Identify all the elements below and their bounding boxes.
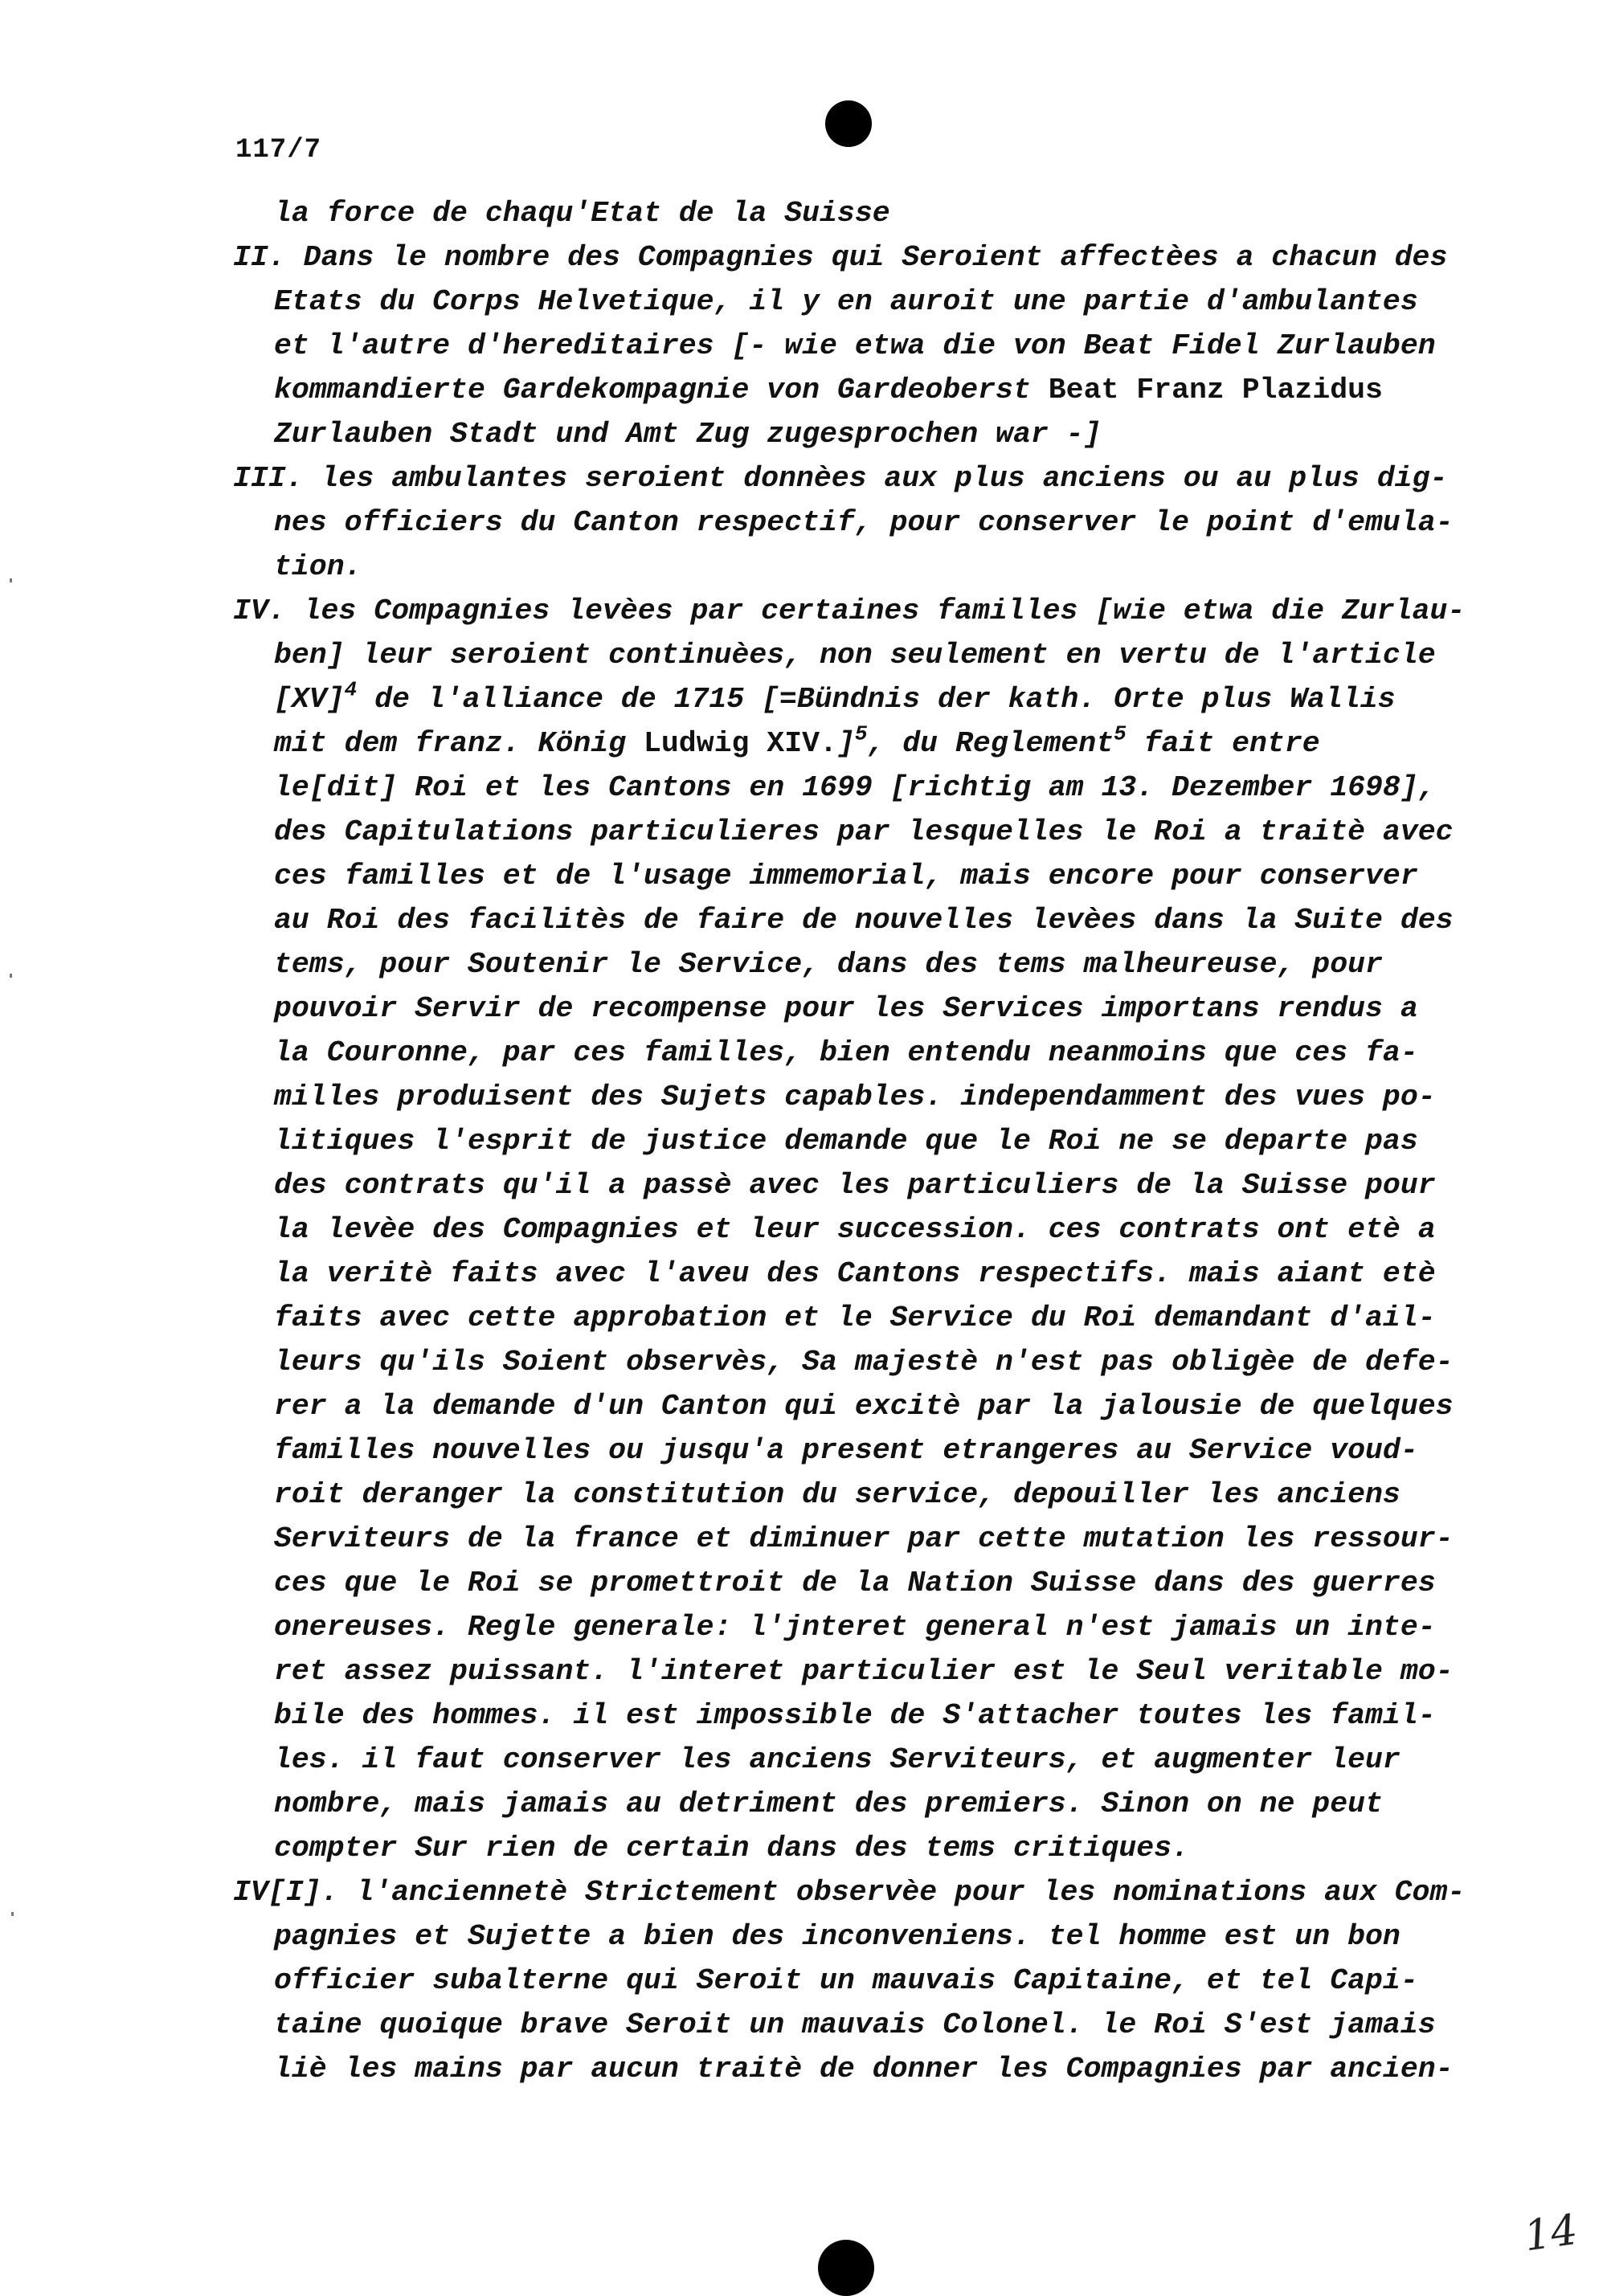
text-line: des Capitulations particulieres par lesquelles le Roi a traitè avec bbox=[274, 815, 1454, 848]
text-line: Zurlauben Stadt und Amt Zug zugesprochen war -] bbox=[274, 418, 1102, 451]
text-line: la levèe des Compagnies et leur succession. ces contrats ont etè a bbox=[274, 1213, 1436, 1246]
text-line: taine quoique brave Seroit un mauvais Colonel. le Roi S'est jamais bbox=[274, 2008, 1436, 2041]
text-line: leurs qu'ils Soient observès, Sa majestè n'est pas obligèe de defe- bbox=[274, 1346, 1454, 1379]
text-line: ret assez puissant. l'interet particulier est le Seul veritable mo- bbox=[274, 1655, 1454, 1688]
text-line: ces familles et de l'usage immemorial, mais encore pour conserver bbox=[274, 860, 1418, 893]
text-line: la Couronne, par ces familles, bien entendu neanmoins que ces fa- bbox=[274, 1036, 1418, 1069]
text-line: pouvoir Servir de recompense pour les Services importans rendus a bbox=[274, 992, 1418, 1025]
text-line: tion. bbox=[274, 550, 362, 583]
text-line: roit deranger la constitution du service, depouiller les anciens bbox=[274, 1478, 1401, 1511]
text-line: ces que le Roi se promettroit de la Nation Suisse dans des guerres bbox=[274, 1567, 1436, 1599]
text-line: IV. les Compagnies levèes par certaines familles [wie etwa die Zurlau- bbox=[233, 594, 1466, 627]
bold-name: Beat Franz Plazidus bbox=[1048, 374, 1383, 406]
bold-name: Ludwig XIV. bbox=[643, 727, 837, 760]
punch-hole-bottom bbox=[818, 2240, 874, 2296]
text-line: milles produisent des Sujets capables. independamment des vues po- bbox=[274, 1081, 1436, 1113]
punch-hole-top bbox=[825, 100, 872, 147]
text-line: nombre, mais jamais au detriment des premiers. Sinon on ne peut bbox=[274, 1787, 1383, 1820]
text-line: pagnies et Sujette a bien des inconveniens. tel homme est un bon bbox=[274, 1920, 1401, 1953]
text-line: mit dem franz. König Ludwig XIV.]$^5$, du Reglement$^5$ fait entre bbox=[274, 721, 1320, 760]
margin-speck bbox=[11, 1912, 14, 1916]
text-line: faits avec cette approbation et le Service du Roi demandant d'ail- bbox=[274, 1301, 1436, 1334]
margin-speck bbox=[10, 578, 12, 582]
text-line: nes officiers du Canton respectif, pour conserver le point d'emula- bbox=[274, 506, 1454, 539]
text-line: des contrats qu'il a passè avec les particuliers de la Suisse pour bbox=[274, 1169, 1436, 1202]
footnote-marker: 4 bbox=[344, 677, 358, 702]
text-line: et l'autre d'hereditaires [- wie etwa die von Beat Fidel Zurlauben bbox=[274, 329, 1436, 362]
text-line: tems, pour Soutenir le Service, dans des tems malheureuse, pour bbox=[274, 948, 1383, 981]
page-reference: 117/7 bbox=[235, 135, 322, 165]
text-line: familles nouvelles ou jusqu'a present etrangeres au Service voud- bbox=[274, 1434, 1418, 1467]
handwritten-folio-number: 14 bbox=[1521, 2205, 1581, 2261]
text-line: litiques l'esprit de justice demande que le Roi ne se departe pas bbox=[274, 1125, 1418, 1158]
text-line: compter Sur rien de certain dans des tems critiques. bbox=[274, 1832, 1189, 1865]
text-line: II. Dans le nombre des Compagnies qui Seroient affectèes a chacun des bbox=[233, 241, 1448, 274]
text-line: onereuses. Regle generale: l'jnteret general n'est jamais un inte- bbox=[274, 1611, 1436, 1644]
text-line: la force de chaqu'Etat de la Suisse bbox=[274, 197, 890, 230]
text-line: les. il faut conserver les anciens Serviteurs, et augmenter leur bbox=[274, 1743, 1401, 1776]
text-line: le[dit] Roi et les Cantons en 1699 [richtig am 13. Dezember 1698], bbox=[274, 771, 1436, 804]
text-line: IV[I]. l'anciennetè Strictement observèe pour les nominations aux Com- bbox=[233, 1876, 1466, 1909]
footnote-marker: 5 bbox=[854, 721, 868, 746]
text-line: [XV]$^4$ de l'alliance de 1715 [=Bündnis der kath. Orte plus Wallis bbox=[274, 677, 1396, 716]
text-line: kommandierte Gardekompagnie von Gardeoberst Beat Franz Plazidus bbox=[274, 374, 1383, 406]
text-line: liè les mains par aucun traitè de donner les Compagnies par ancien- bbox=[274, 2053, 1454, 2086]
text-line: rer a la demande d'un Canton qui excitè par la jalousie de quelques bbox=[274, 1390, 1454, 1423]
text-line: officier subalterne qui Seroit un mauvais Capitaine, et tel Capi- bbox=[274, 1964, 1418, 1997]
text-line: bile des hommes. il est impossible de S'attacher toutes les famil- bbox=[274, 1699, 1436, 1732]
text-line: Serviteurs de la france et diminuer par cette mutation les ressour- bbox=[274, 1522, 1454, 1555]
footnote-marker: 5 bbox=[1114, 721, 1127, 746]
margin-speck bbox=[10, 974, 12, 978]
text-line: la veritè faits avec l'aveu des Cantons respectifs. mais aiant etè bbox=[274, 1257, 1436, 1290]
text-line: III. les ambulantes seroient donnèes aux plus anciens ou au plus dig- bbox=[233, 462, 1448, 495]
text-line: ben] leur seroient continuèes, non seulement en vertu de l'article bbox=[274, 639, 1436, 672]
text-line: Etats du Corps Helvetique, il y en auroit une partie d'ambulantes bbox=[274, 285, 1418, 318]
text-line: au Roi des facilitès de faire de nouvelles levèes dans la Suite des bbox=[274, 904, 1454, 937]
